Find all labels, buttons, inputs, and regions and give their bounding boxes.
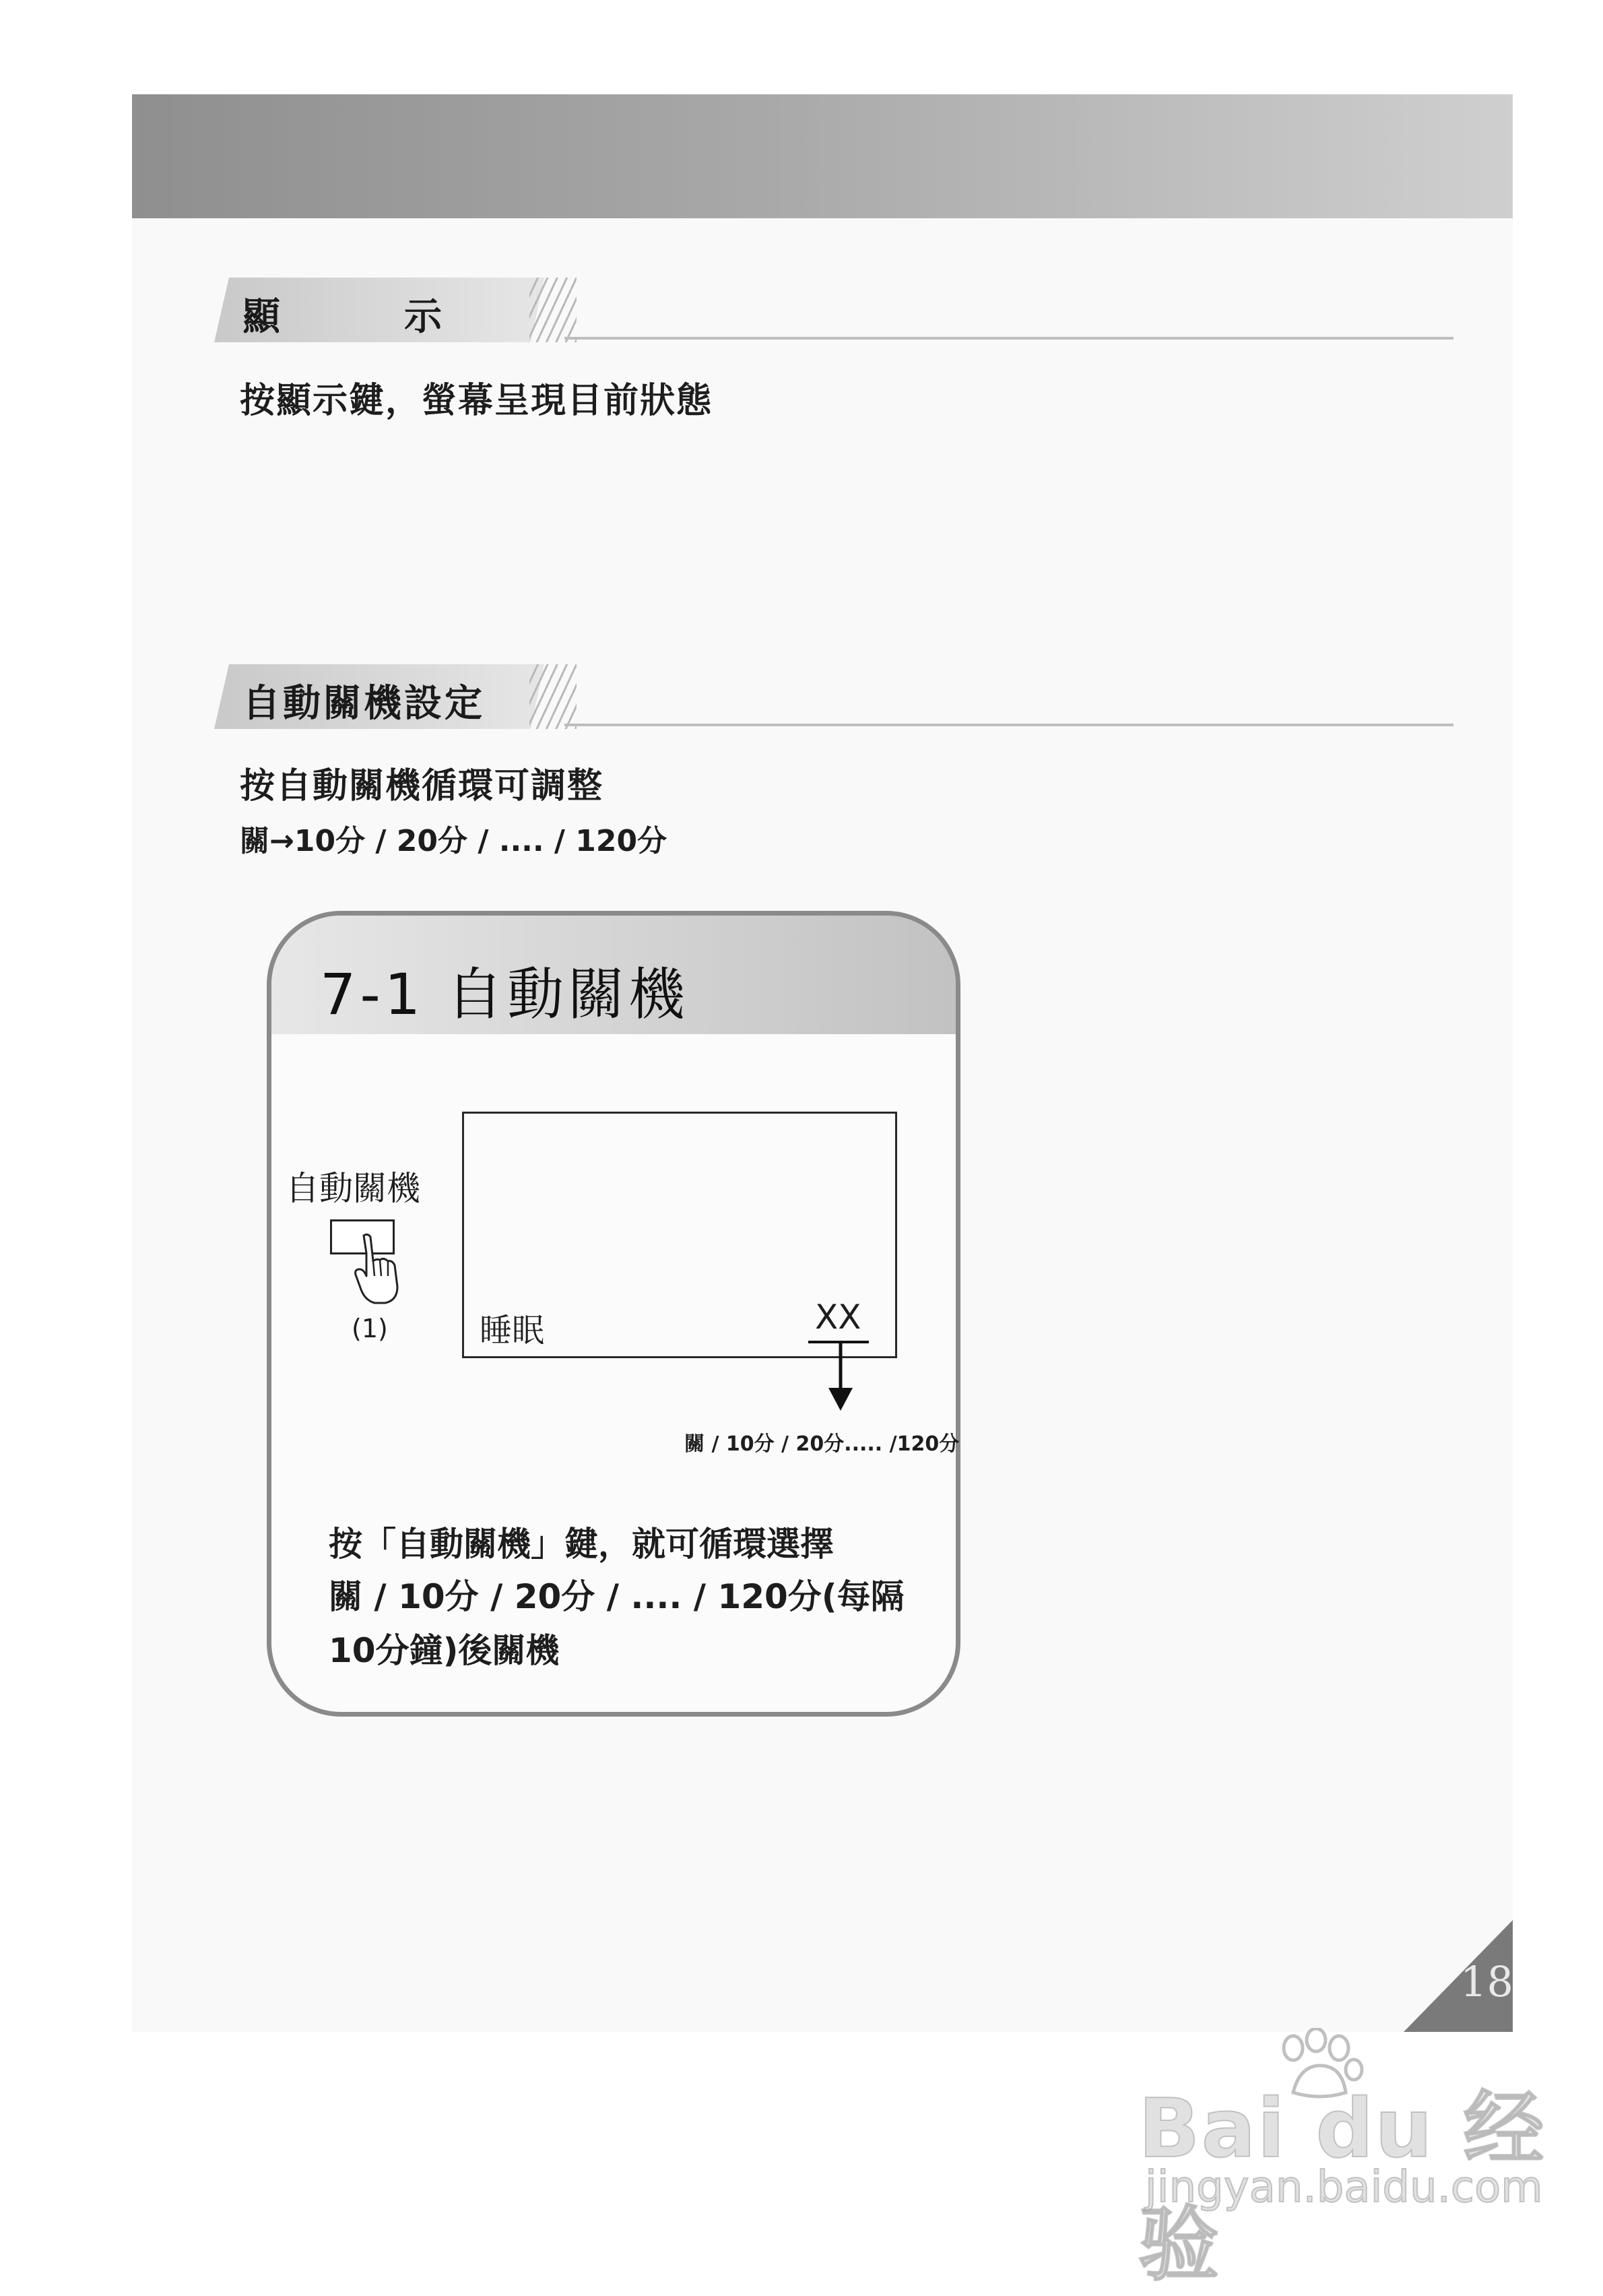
section-header-auto-off	[214, 664, 1453, 732]
watermark-brand: Bai du 经验	[1138, 2082, 1546, 2292]
screen-value: XX	[815, 1298, 861, 1337]
auto-off-cycle: 關→10分 / 20分 / .... / 120分	[240, 824, 667, 858]
watermark-url: jingyan.baidu.com	[1145, 2163, 1543, 2212]
instruction-line-1: 按「自動關機」鍵，就可循環選擇	[329, 1525, 834, 1564]
auto-off-button-label: 自動關機	[286, 1169, 420, 1208]
top-gray-band	[132, 94, 1513, 218]
panel-title: 7-1 自動關機	[320, 961, 689, 1027]
section-header-display	[214, 278, 1453, 345]
screen-sleep-label: 睡眠	[480, 1312, 545, 1349]
section-title-display: 顯 示	[242, 295, 445, 339]
pointing-hand-icon	[350, 1233, 407, 1307]
section-title-auto-off: 自動關機設定	[242, 682, 485, 726]
section-hatch	[529, 278, 577, 342]
page-number: 18	[1460, 1957, 1513, 2006]
display-description: 按顯示鍵，螢幕呈現目前狀態	[240, 381, 713, 421]
section-rule	[564, 724, 1453, 726]
step-label: (1)	[352, 1314, 388, 1343]
section-hatch	[529, 664, 577, 729]
down-arrow-icon	[802, 1337, 876, 1417]
section-rule	[564, 337, 1453, 340]
auto-off-description: 按自動關機循環可調整	[240, 766, 604, 806]
cycle-small-label: 關 / 10分 / 20分..... /120分	[684, 1432, 960, 1456]
instruction-line-3: 10分鐘)後關機	[329, 1631, 560, 1670]
instruction-line-2: 關 / 10分 / 20分 / .... / 120分(每隔	[329, 1577, 905, 1616]
